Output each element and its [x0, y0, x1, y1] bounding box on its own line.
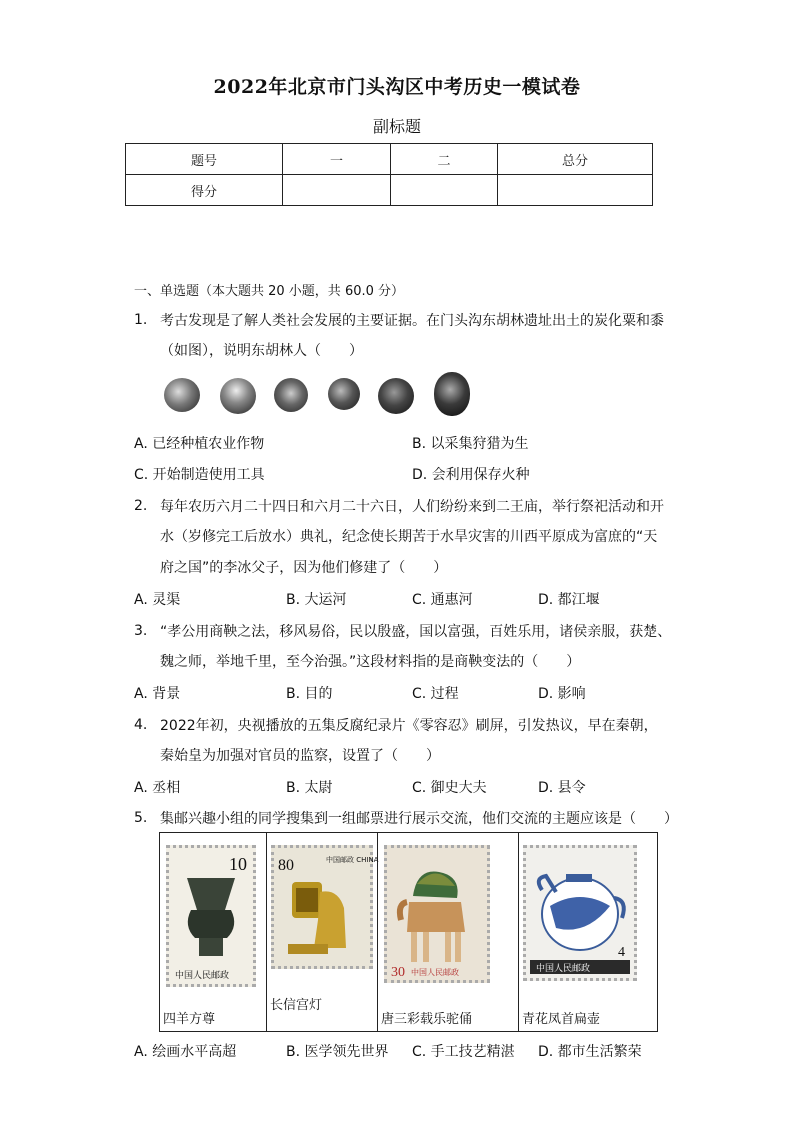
option-b[interactable]: B. 目的 [286, 686, 333, 702]
score-table-cell: 题号 [126, 144, 283, 175]
option-a[interactable]: A. 已经种植农业作物 [134, 436, 265, 452]
score-input-cell[interactable] [391, 175, 498, 206]
stamp-value: 10 [229, 854, 247, 874]
stamp-cell [267, 833, 378, 1032]
option-a[interactable]: A. 绘画水平高超 [134, 1044, 237, 1060]
option-b[interactable]: B. 太尉 [286, 780, 333, 796]
stamp-country: 中国邮政 CHINA [326, 856, 379, 864]
question-text: （如图），说明东胡林人（ ） [160, 343, 363, 359]
stamp-cell [160, 833, 267, 1032]
grain-image [328, 378, 360, 410]
stamp-image [271, 845, 379, 969]
score-table-cell: 得分 [126, 175, 283, 206]
score-table-score-row [126, 175, 653, 206]
grain-image [220, 378, 256, 414]
stamp-caption: 青花凤首扁壶 [522, 1012, 601, 1027]
score-table [125, 143, 653, 206]
stamp-caption: 四羊方尊 [163, 1012, 216, 1027]
option-b[interactable]: B. 大运河 [286, 592, 347, 608]
stamp-cell [378, 833, 519, 1032]
option-c[interactable]: C. 过程 [412, 686, 459, 702]
palace-lamp-illustration [274, 848, 379, 966]
score-table-header-row [126, 144, 653, 175]
grain-image [434, 372, 470, 416]
question-number: 5. [134, 810, 148, 826]
question-text: 秦始皇为加强对官员的监察，设置了（ ） [160, 748, 440, 764]
stamp-image [384, 845, 490, 983]
stamp-value: 30 [391, 965, 405, 980]
question-text: 府之国”的李冰父子，因为他们修建了（ ） [160, 560, 448, 576]
question-number: 3. [134, 623, 148, 639]
stamp-image [166, 845, 256, 987]
stamps-table [159, 832, 658, 1032]
stamp-country: 中国人民邮政 [411, 968, 459, 977]
question-text: 魏之师，举地千里，至今治强。”这段材料指的是商鞅变法的（ ） [160, 654, 581, 670]
question-text: 水（岁修完工后放水）典礼，纪念使长期苦于水旱灾害的川西平原成为富庶的“天 [160, 529, 658, 545]
question-text: 每年农历六月二十四日和六月二十六日，人们纷纷来到二王庙，举行祭祀活动和开 [160, 499, 664, 515]
stamp-value: 4 [618, 945, 625, 960]
page-subtitle: 副标题 [372, 117, 421, 136]
score-input-cell[interactable] [283, 175, 391, 206]
grain-image [378, 378, 414, 414]
grain-image [274, 378, 308, 412]
stamp-country: 中国人民邮政 [536, 964, 591, 974]
stamp-caption: 长信宫灯 [270, 998, 323, 1013]
stamp-cell [519, 833, 658, 1032]
option-b[interactable]: B. 医学领先世界 [286, 1044, 389, 1060]
question-text: 集邮兴趣小组的同学搜集到一组邮票进行展示交流，他们交流的主题应该是（ ） [160, 811, 678, 827]
stamp-caption: 唐三彩载乐驼俑 [381, 1012, 473, 1027]
question-text: 2022年初，央视播放的五集反腐纪录片《零容忍》刷屏，引发热议，早在秦朝， [160, 718, 658, 734]
section-heading: 一、单选题（本大题共 20 小题，共 60.0 分） [134, 284, 405, 299]
question-number: 1. [134, 312, 148, 328]
tang-camel-illustration [387, 848, 487, 980]
stamp-country: 中国人民邮政 [175, 971, 230, 981]
option-c[interactable]: C. 御史大夫 [412, 780, 487, 796]
option-c[interactable]: C. 开始制造使用工具 [134, 467, 265, 483]
option-a[interactable]: A. 灵渠 [134, 592, 181, 608]
option-d[interactable]: D. 都江堰 [538, 592, 600, 608]
option-d[interactable]: D. 会利用保存火种 [412, 467, 530, 483]
score-input-cell[interactable] [498, 175, 653, 206]
score-table-cell: 总分 [498, 144, 653, 175]
question-text: 考古发现是了解人类社会发展的主要证据。在门头沟东胡林遗址出土的炭化粟和黍 [160, 313, 664, 329]
grain-image [164, 378, 200, 412]
question-text: “孝公用商鞅之法，移风易俗，民以殷盛，国以富强，百姓乐用，诸侯亲服，获楚、 [160, 624, 672, 640]
bronze-zun-illustration [169, 848, 253, 984]
score-table-cell: 二 [391, 144, 498, 175]
option-d[interactable]: D. 影响 [538, 686, 586, 702]
option-c[interactable]: C. 手工技艺精湛 [412, 1044, 515, 1060]
blue-white-ewer-illustration [526, 848, 634, 978]
stamp-image [523, 845, 637, 981]
score-table-cell: 一 [283, 144, 391, 175]
page-title: 2022年北京市门头沟区中考历史一模试卷 [213, 76, 581, 98]
option-a[interactable]: A. 背景 [134, 686, 181, 702]
question-number: 4. [134, 717, 148, 733]
option-c[interactable]: C. 通惠河 [412, 592, 473, 608]
question-number: 2. [134, 498, 148, 514]
option-d[interactable]: D. 都市生活繁荣 [538, 1044, 642, 1060]
option-a[interactable]: A. 丞相 [134, 780, 181, 796]
stamp-value: 80 [278, 857, 294, 874]
option-b[interactable]: B. 以采集狩猎为生 [412, 436, 529, 452]
option-d[interactable]: D. 县令 [538, 780, 586, 796]
